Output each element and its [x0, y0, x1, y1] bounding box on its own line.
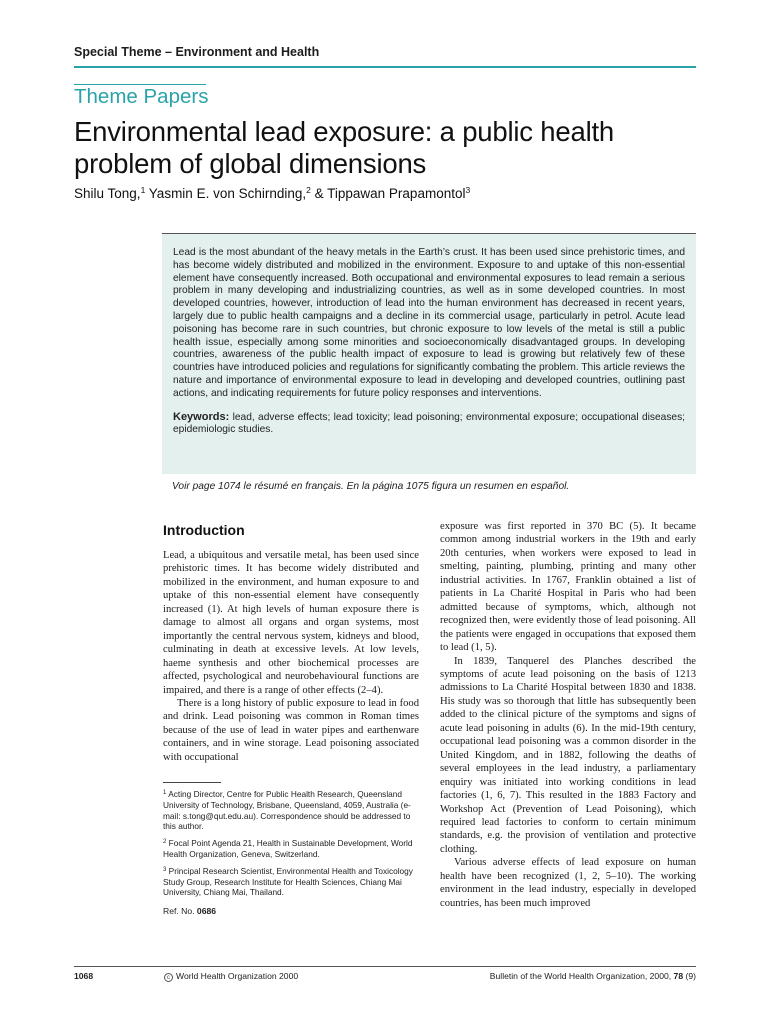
copyright [164, 971, 298, 982]
copyright-text: World Health Organization 2000 [176, 971, 299, 981]
section-dash: – [161, 45, 176, 59]
section-heading-introduction: Introduction [163, 522, 245, 538]
journal-issue: (9) [683, 971, 696, 981]
language-note: Voir page 1074 le résumé en français. En la página 1075 figura un resumen en español. [172, 481, 570, 492]
section-topic: Environment and Health [175, 45, 320, 59]
paragraph: In 1839, Tanquerel des Planches described the symptoms of acute lead poisoning on the basis of 1213 admissions to La Charité Hospital between 1830 and 1838. His study was so thorough that little has subsequently been added to the clinical picture of the symptoms and signs of acute lead poisoning in adults (6). In the mid-19th century, occupational lead poisoning was a common disorder in the United Kingdom, and in 1882, following the deaths of several employees in the lead industry, a parliamentary enquiry was initiated into working conditions in lead factories (1, 6, 7). This resulted in the 1883 Factory and Workshop Act (Prevention of Lead Poisoning), which required lead factories to conform to certain minimum standards, e.g. the provision of ventilation and protective clothing. [440, 655, 696, 855]
paragraph: exposure was first reported in 370 BC (5). It became common among industrial workers in the 19th and early 20th centuries, when workers were exposed to lead in smelting, painting, plumbing, printing and many other industrial activities. In 1767, Franklin obtained a list of patients in La Charité Hospital in Paris who had been admitted because of symptoms, which, although not recognized then, were evidently those of lead poisoning. All the patients were engaged in occupations that exposed them to lead (1, 5). [440, 521, 696, 654]
footnote-text: Focal Point Agenda 21, Health in Sustainable Development, World Health Organization, Geneva, Switzerland. [163, 838, 413, 860]
keywords-label: Keywords: [173, 410, 230, 423]
journal-citation [490, 971, 696, 981]
ref-label: Ref. No. [163, 906, 195, 917]
copyright-icon: c [164, 973, 173, 982]
footnote-number: 3 [163, 866, 167, 873]
left-column [163, 520, 419, 917]
author-affiliation-mark: 2 [306, 185, 311, 195]
author-list [74, 185, 470, 201]
keywords-list: lead, adverse effects; lead toxicity; lead poisoning; environmental exposure; occupational diseases; epidemiologic studies. [173, 411, 685, 436]
footnotes [163, 788, 419, 917]
abstract-box [162, 233, 696, 474]
footnote-number: 2 [163, 839, 167, 846]
author-name: Yasmin E. von Schirnding, [145, 186, 307, 201]
author-affiliation-mark: 3 [465, 185, 471, 195]
footnote-divider [163, 782, 221, 783]
article-title: Environmental lead exposure: a public health problem of global dimensions [74, 116, 615, 179]
journal-volume: 78 [673, 971, 684, 981]
section-header [74, 45, 319, 59]
section-label: Special Theme [74, 45, 162, 59]
footer-rule [74, 966, 696, 967]
paragraph: Various adverse effects of lead exposure on human health have been recognized (1, 2, 5–10). The working environment in the lead industry, especially in developed countries, has been much improved [440, 857, 696, 909]
reference-number [163, 906, 419, 917]
footnote [163, 788, 419, 832]
footnote [163, 837, 419, 860]
footnote-number: 1 [163, 790, 167, 797]
page-number: 1068 [74, 971, 94, 981]
journal-name: Bulletin of the World Health Organization, 2000, [489, 971, 674, 981]
header-rule [74, 66, 696, 68]
footnote-text: Principal Research Scientist, Environmental Health and Toxicology Study Group, Research Institute for Health Sciences, Chiang Mai University, Chiang Mai, Thailand. [163, 865, 413, 898]
keywords [173, 411, 685, 438]
footnote [163, 865, 419, 898]
theme-label: Theme Papers [74, 85, 209, 108]
footnote-text: Acting Director, Centre for Public Health Research, Queensland University of Technology, Brisbane, Queensland, 4059, Australia (e-mail: s.tong@qut.edu.au). Correspondence should be addressed to this author. [163, 789, 411, 832]
ref-value: 0686 [196, 906, 217, 917]
abstract-text: Lead is the most abundant of the heavy metals in the Earth’s crust. It has been used since prehistoric times, and has become widely distributed and mobilized in the environment. Exposure to and uptake of this non-essential element have consequently increased. Both occupational and environmental exposures to lead remain a serious problem in many developing and industrializing countries, as well as in some developed countries. In most developed countries, however, introduction of lead into the human environment has decreased in recent years, largely due to public health campaigns and a decline in its commercial usage, particularly in petrol. Acute lead poisoning has become rare in such countries, but chronic exposure to low levels of the metal is still a public health issue, especially among some minorities and socioeconomically disadvantaged groups. In developing countries, awareness of the public health impact of exposure to lead is growing but relatively few of these countries have introduced policies and regulations for significantly combating the problem. This article reviews the nature and importance of environmental exposure to lead in developing and developed countries, outlining past actions, and indicating requirements for future policy responses and interventions. [173, 247, 685, 399]
right-column [440, 520, 696, 910]
paragraph: There is a long history of public exposure to lead in food and drink. Lead poisoning was common in Roman times because of the use of lead in water pipes and earthenware containers, and in wine storage. Lead poisoning associated with occupational [163, 697, 419, 763]
author-name: & Tippawan Prapamontol [310, 186, 466, 201]
author-affiliation-mark: 1 [140, 185, 146, 195]
paragraph: Lead, a ubiquitous and versatile metal, has been used since prehistoric times. It has become widely distributed and mobilized in the environment, and human exposure to and uptake of this non-essential element have consequently increased (1). At high levels of human exposure there is damage to almost all organs and organ systems, most importantly the central nervous system, kidneys and blood, culminating in death at excessive levels. At low levels, haeme synthesis and other biochemical processes are affected, psychological and neurobehavioural functions are impaired, and there is a range of other effects (2–4). [163, 550, 419, 696]
author-name: Shilu Tong, [74, 186, 141, 201]
